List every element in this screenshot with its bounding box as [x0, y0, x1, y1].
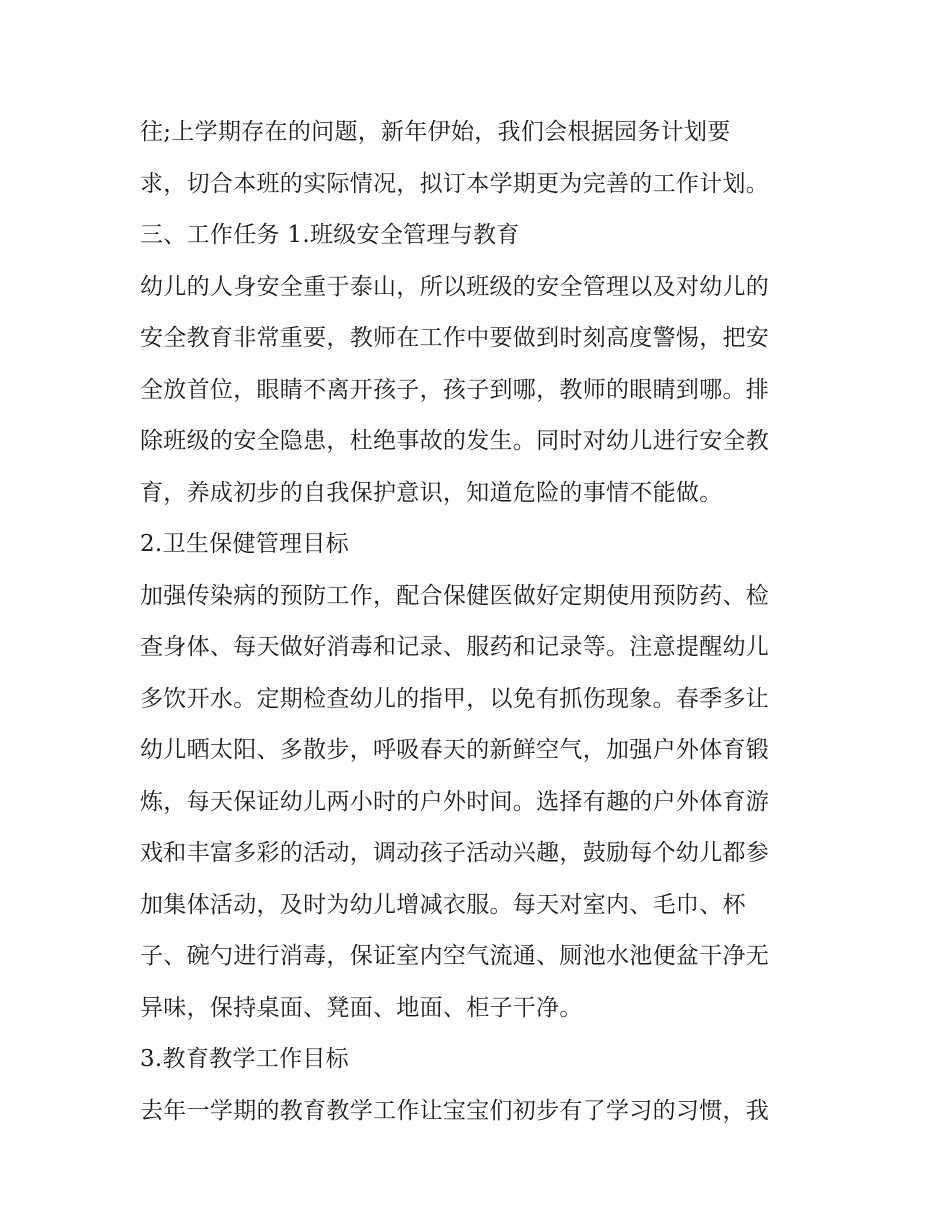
text-line: 除班级的安全隐患，杜绝事故的发生。同时对幼儿进行安全教: [140, 428, 770, 454]
text-line: 子、碗勺进行消毒，保证室内空气流通、厕池水池便盆干净无: [140, 943, 770, 969]
text-line: 全放首位，眼睛不离开孩子，孩子到哪，教师的眼睛到哪。排: [140, 376, 770, 403]
text-line: 往;上学期存在的问题，新年伊始，我们会根据园务计划要: [140, 119, 731, 145]
text-line: 多饮开水。定期检查幼儿的指甲，以免有抓伤现象。春季多让: [140, 685, 770, 712]
text-line: 异味，保持桌面、凳面、地面、柜子干净。: [140, 994, 583, 1021]
text-line: 查身体、每天做好消毒和记录、服药和记录等。注意提醒幼儿: [140, 634, 770, 660]
text-line: 安全教育非常重要，教师在工作中要做到时刻高度警惕，把安: [140, 325, 770, 351]
text-line: 加强传染病的预防工作，配合保健医做好定期使用预防药、检: [140, 582, 770, 609]
text-line: 求，切合本班的实际情况，拟订本学期更为完善的工作计划。: [140, 170, 770, 197]
text-line: 去年一学期的教育教学工作让宝宝们初步有了学习的习惯，我: [140, 1097, 770, 1124]
subsection-heading: 3.教育教学工作目标: [140, 1046, 349, 1072]
text-line: 戏和丰富多彩的活动，调动孩子活动兴趣，鼓励每个幼儿都参: [140, 840, 770, 866]
text-line: 育，养成初步的自我保护意识，知道危险的事情不能做。: [140, 479, 723, 506]
text-line: 炼，每天保证幼儿两小时的户外时间。选择有趣的户外体育游: [140, 788, 770, 815]
subsection-heading: 2.卫生保健管理目标: [140, 531, 349, 557]
text-line: 加集体活动，及时为幼儿增减衣服。每天对室内、毛巾、杯: [140, 891, 746, 918]
document-body: [140, 107, 820, 1137]
text-line: 幼儿晒太阳、多散步，呼吸春天的新鲜空气，加强户外体育锻: [140, 737, 770, 763]
text-line: 幼儿的人身安全重于泰山，所以班级的安全管理以及对幼儿的: [140, 273, 770, 300]
section-heading: 三、工作任务 1.班级安全管理与教育: [140, 222, 520, 248]
